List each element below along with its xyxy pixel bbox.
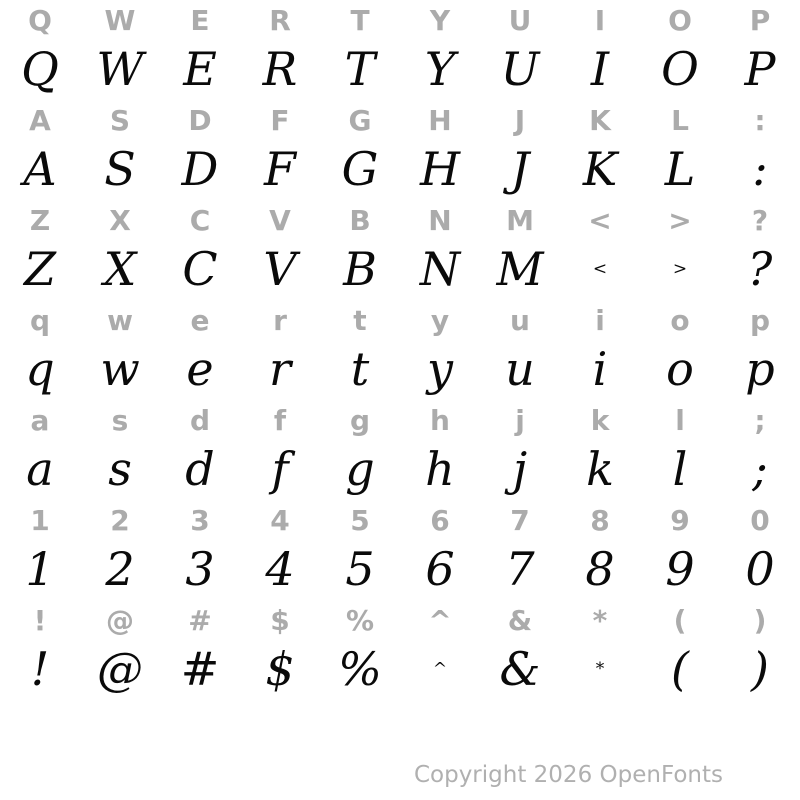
row-pair-lowercase-home: [0, 404, 800, 504]
script-glyph: %: [338, 642, 382, 696]
reference-char: %: [345, 604, 375, 637]
reference-char: :: [754, 104, 766, 137]
glyph-rows-container: [0, 4, 800, 704]
reference-char: <: [588, 204, 612, 237]
reference-char: w: [107, 304, 133, 337]
reference-char: X: [109, 204, 131, 237]
reference-char: P: [749, 4, 771, 37]
glyph-row-symbols: [0, 638, 800, 700]
script-glyph: y: [427, 342, 453, 396]
script-glyph: Z: [24, 242, 56, 296]
reference-row-lowercase-home: [0, 404, 800, 438]
reference-char: s: [111, 404, 129, 437]
reference-char: o: [670, 304, 690, 337]
reference-char: ?: [751, 204, 769, 237]
reference-char: I: [594, 4, 606, 37]
reference-char: *: [592, 604, 608, 637]
reference-char: J: [514, 104, 526, 137]
reference-char: Q: [28, 4, 52, 37]
glyph-row-lowercase-top: [0, 338, 800, 400]
script-glyph: 9: [665, 542, 695, 596]
reference-char: 7: [510, 504, 530, 537]
script-glyph: f: [271, 442, 289, 496]
script-glyph: l: [672, 442, 688, 496]
script-glyph: O: [661, 42, 699, 96]
script-glyph: >: [672, 259, 688, 279]
glyph-row-digits: [0, 538, 800, 600]
reference-char: ;: [754, 404, 766, 437]
reference-char: a: [30, 404, 50, 437]
script-glyph: e: [186, 342, 214, 396]
script-glyph: <: [592, 259, 608, 279]
script-glyph: p: [745, 342, 775, 396]
reference-row-symbols: [0, 604, 800, 638]
reference-char: Y: [429, 4, 451, 37]
reference-char: V: [269, 204, 291, 237]
reference-char: S: [109, 104, 131, 137]
row-pair-symbols: [0, 604, 800, 704]
script-glyph: K: [582, 142, 618, 196]
reference-char: (: [673, 604, 687, 637]
script-glyph: 1: [25, 542, 55, 596]
script-glyph: ;: [752, 442, 768, 496]
reference-char: >: [668, 204, 692, 237]
script-glyph: w: [100, 342, 140, 396]
script-glyph: ?: [747, 242, 773, 296]
reference-char: G: [348, 104, 372, 137]
reference-char: d: [189, 404, 211, 437]
reference-char: 5: [350, 504, 370, 537]
reference-char: Z: [29, 204, 51, 237]
reference-char: $: [270, 604, 290, 637]
reference-char: C: [189, 204, 211, 237]
script-glyph: T: [344, 42, 376, 96]
script-glyph: 3: [185, 542, 215, 596]
reference-char: E: [190, 4, 210, 37]
script-glyph: $: [265, 642, 295, 696]
script-glyph: Q: [21, 42, 59, 96]
reference-char: !: [33, 604, 47, 637]
glyph-row-uppercase-home: [0, 138, 800, 200]
reference-char: U: [508, 4, 532, 37]
script-glyph: U: [500, 42, 540, 96]
script-glyph: j: [512, 442, 528, 496]
script-glyph: t: [350, 342, 370, 396]
reference-char: 2: [110, 504, 130, 537]
reference-char: e: [190, 304, 210, 337]
glyph-row-lowercase-home: [0, 438, 800, 500]
script-glyph: ): [751, 642, 769, 696]
script-glyph: W: [96, 42, 144, 96]
reference-char: i: [595, 304, 605, 337]
reference-char: ^: [428, 604, 452, 637]
glyph-row-uppercase-top: [0, 38, 800, 100]
reference-char: y: [430, 304, 450, 337]
reference-char: D: [188, 104, 212, 137]
reference-char: T: [350, 4, 370, 37]
reference-char: 8: [590, 504, 610, 537]
script-glyph: @: [97, 642, 143, 696]
script-glyph: 0: [745, 542, 775, 596]
reference-char: L: [671, 104, 689, 137]
script-glyph: :: [752, 142, 768, 196]
reference-char: R: [269, 4, 291, 37]
reference-char: K: [589, 104, 611, 137]
reference-char: t: [353, 304, 367, 337]
script-glyph: h: [425, 442, 455, 496]
script-glyph: Y: [424, 42, 456, 96]
script-glyph: 4: [265, 542, 295, 596]
row-pair-digits: [0, 504, 800, 604]
script-glyph: F: [264, 142, 296, 196]
script-glyph: S: [104, 142, 136, 196]
script-glyph: *: [595, 659, 605, 679]
reference-char: 0: [750, 504, 770, 537]
script-glyph: C: [182, 242, 218, 296]
reference-row-uppercase-home: [0, 104, 800, 138]
script-glyph: 2: [105, 542, 135, 596]
reference-row-uppercase-bottom: [0, 204, 800, 238]
reference-char: 4: [270, 504, 290, 537]
script-glyph: H: [419, 142, 461, 196]
reference-char: W: [104, 4, 136, 37]
script-glyph: 7: [505, 542, 535, 596]
reference-char: B: [349, 204, 371, 237]
script-glyph: !: [30, 642, 50, 696]
script-glyph: (: [671, 642, 689, 696]
reference-char: k: [590, 404, 610, 437]
reference-char: #: [188, 604, 212, 637]
script-glyph: 5: [345, 542, 375, 596]
script-glyph: #: [180, 642, 220, 696]
script-glyph: k: [586, 442, 614, 496]
reference-char: p: [749, 304, 771, 337]
script-glyph: u: [505, 342, 535, 396]
reference-char: H: [428, 104, 452, 137]
script-glyph: G: [341, 142, 379, 196]
script-glyph: s: [108, 442, 132, 496]
script-glyph: M: [496, 242, 544, 296]
script-glyph: i: [592, 342, 608, 396]
reference-char: ): [753, 604, 767, 637]
reference-row-lowercase-top: [0, 304, 800, 338]
reference-char: r: [273, 304, 287, 337]
row-pair-uppercase-top: [0, 4, 800, 104]
script-glyph: 8: [585, 542, 615, 596]
reference-char: 3: [190, 504, 210, 537]
script-glyph: P: [744, 42, 776, 96]
script-glyph: I: [590, 42, 610, 96]
reference-char: 6: [430, 504, 450, 537]
copyright-text: Copyright 2026 OpenFonts: [413, 762, 723, 788]
reference-char: u: [510, 304, 530, 337]
script-glyph: E: [183, 42, 217, 96]
script-glyph: g: [345, 442, 375, 496]
script-glyph: D: [181, 142, 219, 196]
reference-row-digits: [0, 504, 800, 538]
script-glyph: r: [269, 342, 291, 396]
reference-char: g: [349, 404, 371, 437]
script-glyph: R: [262, 42, 298, 96]
row-pair-uppercase-bottom: [0, 204, 800, 304]
script-glyph: V: [263, 242, 297, 296]
reference-char: l: [675, 404, 685, 437]
reference-char: 9: [670, 504, 690, 537]
reference-char: M: [506, 204, 534, 237]
script-glyph: B: [343, 242, 377, 296]
script-glyph: d: [185, 442, 215, 496]
row-pair-lowercase-top: [0, 304, 800, 404]
script-glyph: A: [23, 142, 57, 196]
reference-char: @: [106, 604, 134, 637]
reference-char: F: [270, 104, 290, 137]
script-glyph: &: [499, 642, 541, 696]
reference-char: f: [273, 404, 287, 437]
reference-char: h: [430, 404, 450, 437]
script-glyph: N: [419, 242, 461, 296]
row-pair-uppercase-home: [0, 104, 800, 204]
reference-char: q: [29, 304, 51, 337]
script-glyph: o: [666, 342, 694, 396]
glyph-row-uppercase-bottom: [0, 238, 800, 300]
script-glyph: J: [510, 142, 530, 196]
script-glyph: X: [103, 242, 137, 296]
reference-char: A: [29, 104, 51, 137]
script-glyph: L: [664, 142, 696, 196]
reference-row-uppercase-top: [0, 4, 800, 38]
script-glyph: q: [25, 342, 55, 396]
reference-char: j: [515, 404, 525, 437]
reference-char: N: [428, 204, 452, 237]
reference-char: 1: [30, 504, 50, 537]
script-glyph: 6: [425, 542, 455, 596]
script-glyph: a: [26, 442, 54, 496]
script-glyph: ^: [432, 659, 448, 679]
reference-char: &: [507, 604, 533, 637]
reference-char: O: [668, 4, 692, 37]
